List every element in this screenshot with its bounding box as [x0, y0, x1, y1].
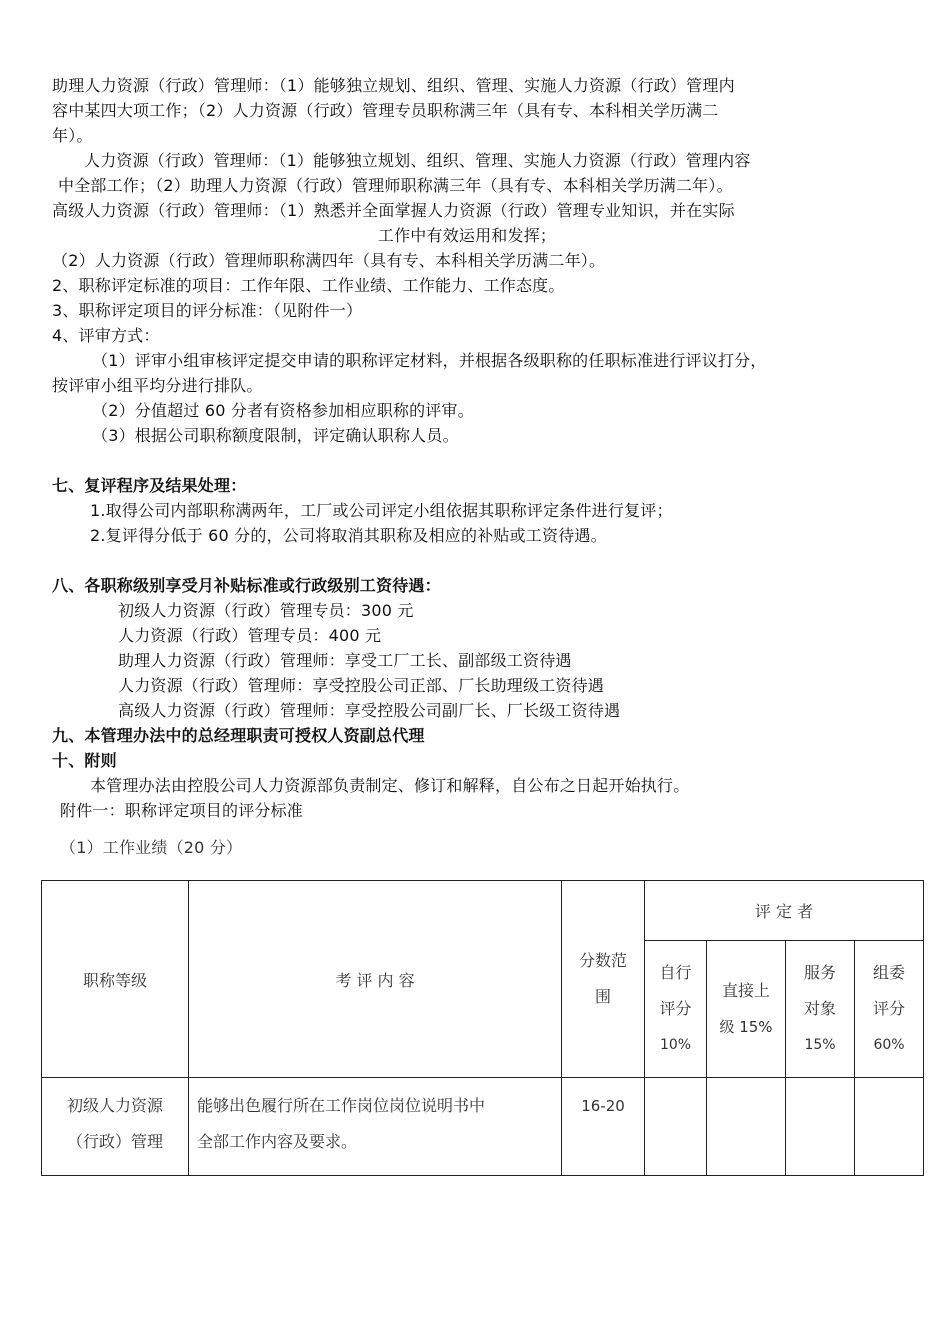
header-cell-self: 自行 评分 10%	[645, 941, 707, 1078]
text-line: （3）根据公司职称额度限制，评定确认职称人员。	[92, 426, 459, 445]
text-line: （1）工作业绩（20 分）	[60, 838, 243, 857]
text-line: 4、评审方式：	[52, 326, 160, 345]
text-line: 容中某四大项工作；（2）人力资源（行政）管理专员职称满三年（具有专、本科相关学历满二	[52, 101, 719, 120]
header-cell-range: 分数范 围	[562, 881, 645, 1078]
row-cell-content: 能够出色履行所在工作岗位岗位说明书中 全部工作内容及要求。	[189, 1078, 562, 1176]
text-line: 附件一：职称评定项目的评分标准	[60, 801, 304, 820]
header-cell-content: 考 评 内 容	[189, 881, 562, 1078]
text-line: 本管理办法由控股公司人力资源部负责制定、修订和解释，自公布之日起开始执行。	[90, 776, 690, 795]
text-line: 高级人力资源（行政）管理师：（1）熟悉并全面掌握人力资源（行政）管理专业知识，并在实际	[52, 201, 735, 220]
table-header-row	[42, 881, 924, 941]
row-cell-service	[786, 1078, 855, 1176]
text-line: （2）人力资源（行政）管理师职称满四年（具有专、本科相关学历满二年）。	[52, 251, 606, 270]
text-line: （2）分值超过 60 分者有资格参加相应职称的评审。	[92, 401, 474, 420]
text-line: 2、职称评定标准的项目：工作年限、工作业绩、工作能力、工作态度。	[52, 276, 565, 295]
text-line: 助理人力资源（行政）管理师：享受工厂工长、副部级工资待遇	[118, 651, 572, 670]
header-cell-committee: 组委 评分 60%	[855, 941, 924, 1078]
header-cell-level: 职称等级	[42, 881, 189, 1078]
header-cell-supervisor: 直接上 级 15%	[707, 941, 786, 1078]
section-heading: 七、复评程序及结果处理：	[52, 476, 247, 495]
row-cell-range: 16-20	[562, 1078, 645, 1176]
section-heading: 八、各职称级别享受月补贴标准或行政级别工资待遇：	[52, 576, 441, 595]
text-line: 工作中有效运用和发挥；	[377, 226, 557, 245]
row-cell-level: 初级人力资源 （行政）管理	[42, 1078, 189, 1176]
text-line: 年）。	[52, 126, 93, 145]
text-line: 人力资源（行政）管理专员：400 元	[118, 626, 382, 645]
text-line: 1.取得公司内部职称满两年，工厂或公司评定小组依据其职称评定条件进行复评；	[90, 501, 673, 520]
section-heading: 九、本管理办法中的总经理职责可授权人资副总代理	[52, 726, 425, 745]
table-row	[42, 1078, 924, 1176]
text-line: 按评审小组平均分进行排队。	[52, 376, 263, 395]
text-line: 3、职称评定项目的评分标准：（见附件一）	[52, 301, 363, 320]
score-table	[41, 880, 924, 1176]
header-cell-service: 服务 对象 15%	[786, 941, 855, 1078]
text-line: 2.复评得分低于 60 分的，公司将取消其职称及相应的补贴或工资待遇。	[90, 526, 607, 545]
header-cell-raters: 评 定 者	[645, 881, 924, 941]
row-cell-committee	[855, 1078, 924, 1176]
text-line: （1）评审小组审核评定提交申请的职称评定材料，并根据各级职称的任职标准进行评议打分，	[92, 351, 767, 370]
section-heading: 十、附则	[52, 751, 117, 770]
text-line: 人力资源（行政）管理师：享受控股公司正部、厂长助理级工资待遇	[118, 676, 605, 695]
row-cell-supervisor	[707, 1078, 786, 1176]
text-line: 高级人力资源（行政）管理师：享受控股公司副厂长、厂长级工资待遇	[118, 701, 621, 720]
text-line: 助理人力资源（行政）管理师：（1）能够独立规划、组织、管理、实施人力资源（行政）管理内	[52, 76, 735, 95]
text-line: 中全部工作；（2）助理人力资源（行政）管理师职称满三年（具有专、本科相关学历满二年）。	[58, 176, 733, 195]
text-line: 人力资源（行政）管理师：（1）能够独立规划、组织、管理、实施人力资源（行政）管理内容	[84, 151, 751, 170]
text-line: 初级人力资源（行政）管理专员：300 元	[118, 601, 414, 620]
row-cell-self	[645, 1078, 707, 1176]
